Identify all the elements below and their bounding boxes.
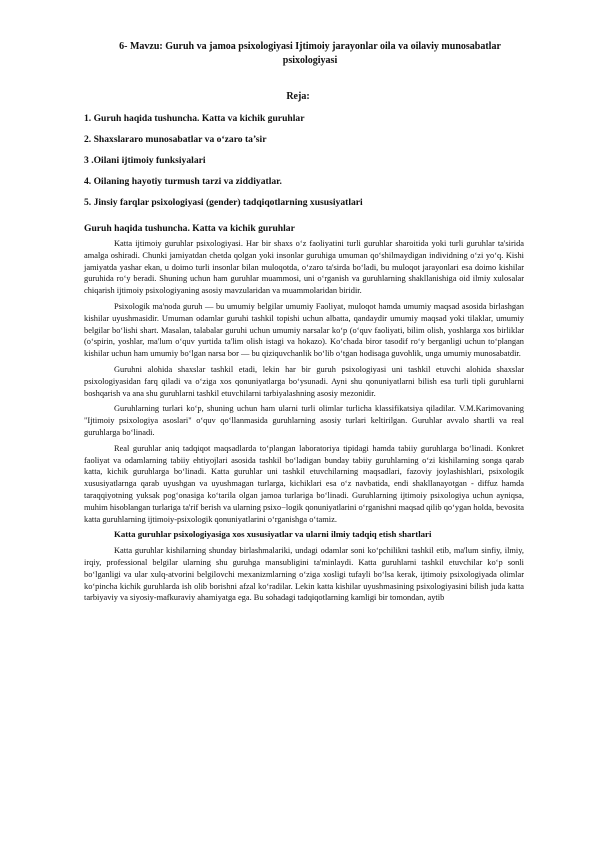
paragraph: Psixologik ma'noda guruh — bu umumiy belgilar umumiy Faoliyat, muloqot hamda umumiy maqsad asosida birlashgan kishilar uyushmasidir. Umuman odamlar guruhi tashkil topishi uchun albatta, qandaydir umumiy maqsad yoki tilaklar, umumiy belgilar bo‘lishi shart. Masalan, talabalar guruhi uchun umumiy narsalar ko‘p (o‘quv faoliyati, bilim olish, yoshlarga xos birliklar (o‘spirin, yoshlar, ma'lum o‘quv yurtida ta'lim olish istagi va hokazo). Ko‘chada biror tasodif ro‘y berganligi uchun to‘plangan kishilar uchun ham umumiy bo‘lgan narsa bor — bu qiziquvchanlik bo‘lib o‘tgan hodisaga guvohlik, unga umumiy munosabatdir.: [84, 301, 524, 359]
outline-item: 3 .Oilani ijtimoiy funksiyalari: [84, 155, 206, 166]
outline-item: 4. Oilaning hayotiy turmush tarzi va ziddiyatlar.: [84, 176, 282, 187]
body-text: [84, 238, 524, 608]
plan-label: Reja:: [286, 91, 310, 102]
outline-item: 1. Guruh haqida tushuncha. Katta va kichik guruhlar: [84, 113, 305, 124]
plan-outline: [84, 112, 524, 217]
subsection-heading: Katta guruhlar psixologiyasiga xos xususiyatlar va ularni ilmiy tadqiq etish shartlari: [114, 529, 432, 540]
paragraph: Guruhni alohida shaxslar tashkil etadi, lekin har bir guruh psixologiyasi uni tashkil etuvchi alohida shaxslar psixologiyasidan farq qiladi va o‘ziga xos qonuniyatlarga bo‘ysunadi. Ayni shu qonuniyatlarni bilish esa turli tipli guruhlarni boshqarish va ana shu guruhlarni tashkil etuvchilarni tarbiyalashning asosiy mezonidir.: [84, 364, 524, 398]
document-title: 6- Mavzu: Guruh va jamoa psixologiyasi Ijtimoiy jarayonlar oila va oilaviy munosabatlar psixologiyasi: [119, 41, 501, 66]
paragraph: Guruhlarning turlari ko‘p, shuning uchun ham ularni turli olimlar turlicha klassifikatsiya qiladilar. V.M.Karimovaning "Ijtimoiy psixologiya asoslari" o‘quv qo‘llanmasida guruhlarning asosiy turlari keltirilgan. Guruhlar avvalo shartli va real guruhlarga bo‘linadi.: [84, 404, 524, 437]
paragraph: Katta ijtimoiy guruhlar psixologiyasi. Har bir shaxs o‘z faoliyatini turli guruhlar sharoitida yoki turli guruhlar ta'sirida amalga oshiradi. Chunki jamiyatdan chetda qolgan yoki insonlar guruhiga umuman qo‘shilmaydigan individning o‘zi yo‘q. Kishi jamiyatda yashar ekan, u doimo turli insonlar bilan muloqotda, o‘zaro ta'sirda bo‘ladi, bu muloqot jarayonlari esa doimo kishilar guruhida ro‘y beradi. Shuning uchun ham guruhlar muammosi, uni o‘rganish va guruhlarning shakllanishiga oid ilmiy xulosalar chiqarish ijtimoiy psixologiyaning asosiy mavzularidan va muammolaridan biridir.: [84, 239, 524, 296]
section-heading: Guruh haqida tushuncha. Katta va kichik guruhlar: [84, 223, 295, 234]
paragraph: Katta guruhlar kishilarning shunday birlashmalariki, undagi odamlar soni ko‘pchilikni tashkil etib, ma'lum sinfiy, ilmiy, irqiy, professional belgilar ularning shu guruhga mansubligini ta'minlaydi. Katta guruhlarni tashkil etuvchilar ko‘p sonli bo‘lganligi va ular xulq-atvorini belgilovchi mexanizmlarning o‘ziga xosligi tufayli bo‘lsa kerak, ijtimoiy psixologiyada olimlar ko‘pincha kichik guruhlarda ish olib borishni afzal ko‘radilar. Lekin katta kishilar uyushmasining psixologiyasini bilish juda katta tarbiyaviy va siyosiy-mafkuraviy ahamiyatga ega. Bu sohadagi tadqiqotlarning kamligi bir tomondan, aytib: [84, 546, 524, 603]
outline-item: 2. Shaxslararo munosabatlar va o‘zaro ta’sir: [84, 134, 267, 145]
paragraph: Real guruhlar aniq tadqiqot maqsadlarda to‘plangan laboratoriya tipidagi hamda tabiiy guruhlarga bo‘linadi. Konkret faoliyat va odamlarning tabiiy ehtiyojlari asosida tashkil bo‘ladigan bunday tabiiy guruhlarning o‘zi kishilarning songa qarab katta, kichik guruhlarga bo‘linadi. Katta guruhlar uni tashkil etuvchilarning maqsadlari, fazoviy joylashishlari, psixologik xususiyatlarnga qarab uyushgan va uyushmagan turlarga, kichiklari esa o‘z navbatida, endi shakllanayotgan - diffuz hamda taraqqiyotning yuksak pog‘onasiga ko‘tarila olgan jamoa turlariga bo‘linadi. Guruhlarning ijtimoiy psixologiya uchun ayniqsa, muhim hisoblangan turlariga ta'rif berish va ularning psixo−logik qonuniyatlarini o‘rganishni maqsad qilib qo‘ygan holda, bevosita katta guruhlarning ijtimoiy-psixologik qonuniyatlarini o‘rganishga o‘tamiz.: [84, 443, 524, 524]
outline-item: 5. Jinsiy farqlar psixologiyasi (gender) tadqiqotlarning xususiyatlari: [84, 197, 363, 208]
